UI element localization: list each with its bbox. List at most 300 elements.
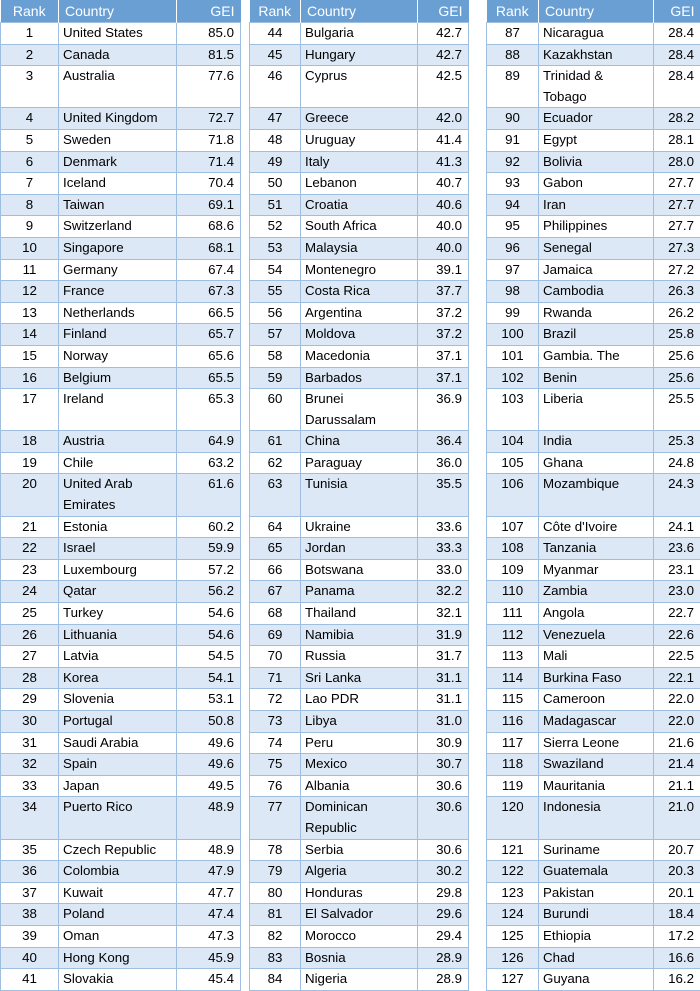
- country-cell: Kazakhstan: [539, 44, 654, 66]
- rank-cell: 39: [1, 925, 59, 947]
- rank-cell: 33: [1, 775, 59, 797]
- rank-cell: 14: [1, 324, 59, 346]
- country-cell: Lao PDR: [301, 689, 418, 711]
- country-cell: Swaziland: [539, 754, 654, 776]
- table-row: [250, 324, 469, 346]
- table-row: [250, 302, 469, 324]
- gei-cell: 31.7: [418, 646, 469, 668]
- country-cell: Slovakia: [59, 969, 177, 991]
- rank-cell: 16: [1, 367, 59, 389]
- rank-cell: 79: [250, 861, 301, 883]
- gei-cell: 32.1: [418, 603, 469, 625]
- gei-cell: 31.1: [418, 667, 469, 689]
- gei-cell: 47.7: [177, 882, 241, 904]
- rank-cell: 51: [250, 194, 301, 216]
- country-cell: Brunei Darussalam: [301, 389, 418, 431]
- gei-cell: 65.7: [177, 324, 241, 346]
- rank-cell: 93: [487, 173, 539, 195]
- rank-cell: 75: [250, 754, 301, 776]
- table-row: [250, 44, 469, 66]
- gei-cell: 22.5: [654, 646, 700, 668]
- gei-cell: 71.4: [177, 151, 241, 173]
- gei-cell: 35.5: [418, 474, 469, 516]
- rank-cell: 80: [250, 882, 301, 904]
- country-cell: Morocco: [301, 925, 418, 947]
- gei-cell: 31.9: [418, 624, 469, 646]
- country-cell: Hungary: [301, 44, 418, 66]
- country-cell: Tanzania: [539, 538, 654, 560]
- gei-cell: 30.6: [418, 775, 469, 797]
- rank-cell: 104: [487, 431, 539, 453]
- table-row: [1, 969, 241, 991]
- rank-cell: 56: [250, 302, 301, 324]
- country-cell: Finland: [59, 324, 177, 346]
- table-row: [1, 538, 241, 560]
- table-row: [487, 882, 700, 904]
- table-row: [1, 603, 241, 625]
- gei-cell: 23.6: [654, 538, 700, 560]
- table-row: [250, 345, 469, 367]
- gei-cell: 20.7: [654, 839, 700, 861]
- table-row: [250, 66, 469, 108]
- table-row: [250, 581, 469, 603]
- gei-cell: 29.6: [418, 904, 469, 926]
- rank-cell: 107: [487, 516, 539, 538]
- gei-cell: 23.1: [654, 559, 700, 581]
- country-cell: Chile: [59, 452, 177, 474]
- table-row: [250, 754, 469, 776]
- rank-cell: 105: [487, 452, 539, 474]
- header-row: [487, 0, 700, 23]
- table-row: [487, 324, 700, 346]
- table-row: [1, 324, 241, 346]
- country-cell: Chad: [539, 947, 654, 969]
- gei-cell: 69.1: [177, 194, 241, 216]
- country-cell: Japan: [59, 775, 177, 797]
- rank-cell: 53: [250, 237, 301, 259]
- table-row: [1, 173, 241, 195]
- table-row: [250, 947, 469, 969]
- rank-cell: 24: [1, 581, 59, 603]
- table-row: [487, 667, 700, 689]
- gei-cell: 48.9: [177, 839, 241, 861]
- gei-cell: 33.3: [418, 538, 469, 560]
- table-row: [1, 452, 241, 474]
- country-cell: Colombia: [59, 861, 177, 883]
- rank-cell: 125: [487, 925, 539, 947]
- country-cell: United Arab Emirates: [59, 474, 177, 516]
- country-cell: Suriname: [539, 839, 654, 861]
- gei-cell: 25.6: [654, 345, 700, 367]
- rank-cell: 98: [487, 281, 539, 303]
- gei-header: GEI: [418, 0, 469, 23]
- rank-cell: 18: [1, 431, 59, 453]
- table-row: [1, 646, 241, 668]
- gei-cell: 25.6: [654, 367, 700, 389]
- rank-table-2: [249, 0, 469, 991]
- country-cell: Zambia: [539, 581, 654, 603]
- gei-cell: 21.1: [654, 775, 700, 797]
- rank-cell: 118: [487, 754, 539, 776]
- rank-cell: 26: [1, 624, 59, 646]
- table-row: [250, 689, 469, 711]
- gei-cell: 21.4: [654, 754, 700, 776]
- country-cell: Thailand: [301, 603, 418, 625]
- country-cell: Indonesia: [539, 797, 654, 839]
- country-cell: Portugal: [59, 711, 177, 733]
- gei-cell: 65.6: [177, 345, 241, 367]
- country-cell: Cyprus: [301, 66, 418, 108]
- rank-cell: 110: [487, 581, 539, 603]
- country-cell: China: [301, 431, 418, 453]
- rank-cell: 20: [1, 474, 59, 516]
- country-cell: Sierra Leone: [539, 732, 654, 754]
- rank-cell: 97: [487, 259, 539, 281]
- table-row: [1, 754, 241, 776]
- gei-cell: 32.2: [418, 581, 469, 603]
- rank-cell: 69: [250, 624, 301, 646]
- gei-cell: 66.5: [177, 302, 241, 324]
- country-cell: Ireland: [59, 389, 177, 431]
- rank-cell: 111: [487, 603, 539, 625]
- gei-cell: 71.8: [177, 129, 241, 151]
- country-cell: Saudi Arabia: [59, 732, 177, 754]
- country-cell: Bolivia: [539, 151, 654, 173]
- gei-cell: 30.9: [418, 732, 469, 754]
- rank-cell: 36: [1, 861, 59, 883]
- gei-cell: 85.0: [177, 23, 241, 45]
- country-cell: Nicaragua: [539, 23, 654, 45]
- country-cell: Ecuador: [539, 108, 654, 130]
- table-row: [487, 216, 700, 238]
- rank-header: Rank: [1, 0, 59, 23]
- country-cell: Bulgaria: [301, 23, 418, 45]
- country-cell: Kuwait: [59, 882, 177, 904]
- rank-cell: 48: [250, 129, 301, 151]
- table-row: [487, 389, 700, 431]
- country-cell: Puerto Rico: [59, 797, 177, 839]
- country-cell: Serbia: [301, 839, 418, 861]
- country-cell: Algeria: [301, 861, 418, 883]
- table-row: [250, 431, 469, 453]
- gei-cell: 37.2: [418, 324, 469, 346]
- gei-cell: 28.9: [418, 947, 469, 969]
- table-row: [487, 904, 700, 926]
- gei-cell: 48.9: [177, 797, 241, 839]
- gei-cell: 27.7: [654, 194, 700, 216]
- table-row: [250, 474, 469, 516]
- rank-header: Rank: [487, 0, 539, 23]
- country-cell: Cameroon: [539, 689, 654, 711]
- rank-cell: 67: [250, 581, 301, 603]
- rank-cell: 6: [1, 151, 59, 173]
- table-row: [1, 775, 241, 797]
- rank-cell: 55: [250, 281, 301, 303]
- rank-cell: 10: [1, 237, 59, 259]
- gei-cell: 40.6: [418, 194, 469, 216]
- rank-cell: 119: [487, 775, 539, 797]
- table-row: [487, 44, 700, 66]
- rank-cell: 71: [250, 667, 301, 689]
- country-cell: Bosnia: [301, 947, 418, 969]
- country-cell: Gabon: [539, 173, 654, 195]
- table-row: [1, 624, 241, 646]
- gei-cell: 65.5: [177, 367, 241, 389]
- table-row: [250, 259, 469, 281]
- gei-cell: 41.3: [418, 151, 469, 173]
- gei-cell: 20.3: [654, 861, 700, 883]
- rank-cell: 117: [487, 732, 539, 754]
- gei-cell: 36.0: [418, 452, 469, 474]
- rank-cell: 61: [250, 431, 301, 453]
- table-row: [250, 667, 469, 689]
- gei-cell: 63.2: [177, 452, 241, 474]
- gei-cell: 28.4: [654, 44, 700, 66]
- country-cell: Spain: [59, 754, 177, 776]
- table-row: [250, 775, 469, 797]
- rank-cell: 72: [250, 689, 301, 711]
- table-row: [487, 516, 700, 538]
- gei-cell: 21.6: [654, 732, 700, 754]
- table-row: [487, 23, 700, 45]
- rank-cell: 66: [250, 559, 301, 581]
- country-cell: Denmark: [59, 151, 177, 173]
- table-row: [250, 732, 469, 754]
- country-cell: France: [59, 281, 177, 303]
- country-cell: Pakistan: [539, 882, 654, 904]
- country-cell: Montenegro: [301, 259, 418, 281]
- table-row: [1, 581, 241, 603]
- table-row: [250, 151, 469, 173]
- gei-cell: 28.9: [418, 969, 469, 991]
- country-cell: Mauritania: [539, 775, 654, 797]
- rank-cell: 96: [487, 237, 539, 259]
- rank-table-1: [0, 0, 241, 991]
- rank-cell: 115: [487, 689, 539, 711]
- gei-cell: 81.5: [177, 44, 241, 66]
- rank-cell: 63: [250, 474, 301, 516]
- rank-cell: 62: [250, 452, 301, 474]
- gei-cell: 24.8: [654, 452, 700, 474]
- table-row: [1, 947, 241, 969]
- rank-cell: 9: [1, 216, 59, 238]
- gei-cell: 67.4: [177, 259, 241, 281]
- table-row: [487, 237, 700, 259]
- table-row: [1, 882, 241, 904]
- rank-cell: 120: [487, 797, 539, 839]
- table-row: [250, 839, 469, 861]
- gei-cell: 28.4: [654, 23, 700, 45]
- table-row: [250, 108, 469, 130]
- rank-cell: 77: [250, 797, 301, 839]
- gei-cell: 54.6: [177, 624, 241, 646]
- gei-cell: 22.0: [654, 711, 700, 733]
- table-row: [487, 861, 700, 883]
- table-row: [487, 754, 700, 776]
- country-cell: Greece: [301, 108, 418, 130]
- country-cell: Paraguay: [301, 452, 418, 474]
- rank-cell: 121: [487, 839, 539, 861]
- gei-cell: 42.0: [418, 108, 469, 130]
- table-row: [487, 603, 700, 625]
- rank-cell: 127: [487, 969, 539, 991]
- country-cell: Moldova: [301, 324, 418, 346]
- gei-cell: 28.0: [654, 151, 700, 173]
- gei-cell: 22.6: [654, 624, 700, 646]
- rank-cell: 4: [1, 108, 59, 130]
- country-cell: Macedonia: [301, 345, 418, 367]
- table-row: [487, 689, 700, 711]
- country-cell: Panama: [301, 581, 418, 603]
- gei-cell: 36.4: [418, 431, 469, 453]
- country-cell: Myanmar: [539, 559, 654, 581]
- rank-cell: 2: [1, 44, 59, 66]
- country-cell: Russia: [301, 646, 418, 668]
- table-row: [250, 173, 469, 195]
- gei-cell: 42.7: [418, 23, 469, 45]
- country-cell: Brazil: [539, 324, 654, 346]
- table-row: [487, 559, 700, 581]
- country-cell: Croatia: [301, 194, 418, 216]
- rank-cell: 1: [1, 23, 59, 45]
- gei-cell: 49.6: [177, 754, 241, 776]
- country-cell: Tunisia: [301, 474, 418, 516]
- table-row: [1, 66, 241, 108]
- gei-cell: 49.6: [177, 732, 241, 754]
- gei-cell: 27.7: [654, 216, 700, 238]
- country-cell: Netherlands: [59, 302, 177, 324]
- gei-cell: 31.0: [418, 711, 469, 733]
- country-cell: Ethiopia: [539, 925, 654, 947]
- country-cell: Guatemala: [539, 861, 654, 883]
- gei-cell: 59.9: [177, 538, 241, 560]
- gei-cell: 49.5: [177, 775, 241, 797]
- rank-cell: 15: [1, 345, 59, 367]
- gei-cell: 53.1: [177, 689, 241, 711]
- table-row: [487, 259, 700, 281]
- country-cell: Gambia. The: [539, 345, 654, 367]
- country-cell: Costa Rica: [301, 281, 418, 303]
- rank-cell: 8: [1, 194, 59, 216]
- rank-cell: 82: [250, 925, 301, 947]
- table-row: [250, 882, 469, 904]
- table-row: [487, 969, 700, 991]
- gei-cell: 30.6: [418, 797, 469, 839]
- rank-cell: 123: [487, 882, 539, 904]
- rank-table-3: [486, 0, 700, 991]
- rank-cell: 38: [1, 904, 59, 926]
- rank-cell: 65: [250, 538, 301, 560]
- country-cell: Italy: [301, 151, 418, 173]
- gei-cell: 23.0: [654, 581, 700, 603]
- rank-cell: 87: [487, 23, 539, 45]
- table-row: [250, 603, 469, 625]
- gei-cell: 68.6: [177, 216, 241, 238]
- country-cell: India: [539, 431, 654, 453]
- rank-cell: 5: [1, 129, 59, 151]
- country-header: Country: [59, 0, 177, 23]
- rank-cell: 84: [250, 969, 301, 991]
- country-cell: Burkina Faso: [539, 667, 654, 689]
- gei-cell: 72.7: [177, 108, 241, 130]
- gei-cell: 57.2: [177, 559, 241, 581]
- rank-cell: 30: [1, 711, 59, 733]
- country-cell: Canada: [59, 44, 177, 66]
- rank-cell: 114: [487, 667, 539, 689]
- gei-cell: 16.6: [654, 947, 700, 969]
- country-header: Country: [301, 0, 418, 23]
- table-row: [1, 516, 241, 538]
- rank-cell: 25: [1, 603, 59, 625]
- table-row: [1, 559, 241, 581]
- table-row: [1, 108, 241, 130]
- table-row: [1, 861, 241, 883]
- country-header: Country: [539, 0, 654, 23]
- table-row: [250, 925, 469, 947]
- gei-cell: 27.2: [654, 259, 700, 281]
- table-row: [250, 538, 469, 560]
- gei-cell: 40.7: [418, 173, 469, 195]
- country-cell: Venezuela: [539, 624, 654, 646]
- country-cell: South Africa: [301, 216, 418, 238]
- country-cell: Jordan: [301, 538, 418, 560]
- rank-cell: 95: [487, 216, 539, 238]
- gei-header: GEI: [654, 0, 700, 23]
- country-cell: Mali: [539, 646, 654, 668]
- table-row: [250, 969, 469, 991]
- country-cell: Rwanda: [539, 302, 654, 324]
- gei-cell: 56.2: [177, 581, 241, 603]
- rank-cell: 106: [487, 474, 539, 516]
- gei-cell: 67.3: [177, 281, 241, 303]
- rank-cell: 116: [487, 711, 539, 733]
- gei-cell: 26.2: [654, 302, 700, 324]
- gei-cell: 20.1: [654, 882, 700, 904]
- gei-cell: 25.5: [654, 389, 700, 431]
- table-row: [250, 281, 469, 303]
- rank-cell: 17: [1, 389, 59, 431]
- table-row: [487, 151, 700, 173]
- country-cell: Nigeria: [301, 969, 418, 991]
- country-cell: Norway: [59, 345, 177, 367]
- gei-cell: 22.7: [654, 603, 700, 625]
- rank-cell: 32: [1, 754, 59, 776]
- gei-cell: 54.6: [177, 603, 241, 625]
- gei-cell: 31.1: [418, 689, 469, 711]
- country-cell: Philippines: [539, 216, 654, 238]
- gei-cell: 28.2: [654, 108, 700, 130]
- rank-cell: 3: [1, 66, 59, 108]
- table-row: [1, 732, 241, 754]
- country-cell: Trinidad & Tobago: [539, 66, 654, 108]
- country-cell: Namibia: [301, 624, 418, 646]
- table-row: [1, 904, 241, 926]
- rank-cell: 74: [250, 732, 301, 754]
- gei-cell: 30.6: [418, 839, 469, 861]
- gei-header: GEI: [177, 0, 241, 23]
- rank-cell: 108: [487, 538, 539, 560]
- rank-cell: 40: [1, 947, 59, 969]
- rank-cell: 91: [487, 129, 539, 151]
- gei-cell: 22.1: [654, 667, 700, 689]
- gei-cell: 27.3: [654, 237, 700, 259]
- country-cell: Israel: [59, 538, 177, 560]
- country-cell: Poland: [59, 904, 177, 926]
- country-cell: Albania: [301, 775, 418, 797]
- gei-cell: 60.2: [177, 516, 241, 538]
- table-row: [487, 624, 700, 646]
- country-cell: Oman: [59, 925, 177, 947]
